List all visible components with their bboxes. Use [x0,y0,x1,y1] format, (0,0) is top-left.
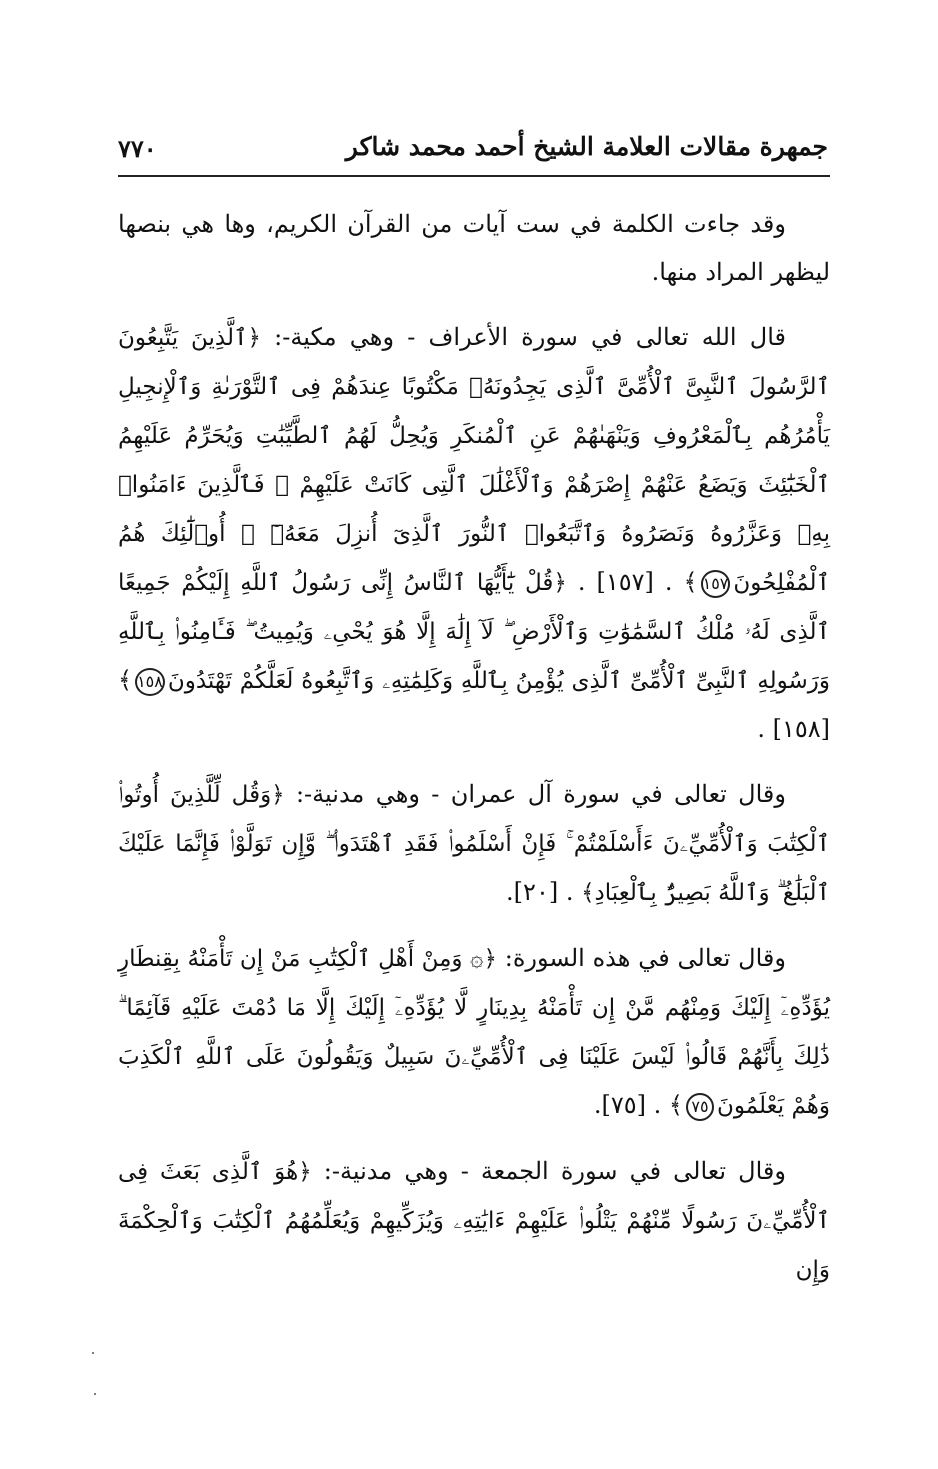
quran-verse-araf-158: ﴿قُلْ يَٰٓأَيُّهَا ٱلنَّاسُ إِنِّى رَسُولُ ٱللَّهِ إِلَيْكُمْ جَمِيعًا ٱلَّذِى لَهُۥ مُلْكُ ٱلسَّمَٰوَٰتِ وَٱلْأَرْضِ ۖ لَآ إِلَٰهَ إِلَّا هُوَ يُحْىِۦ وَيُمِيتُ ۖ فَـَٔامِنُوا۟ بِٱللَّهِ وَرَسُولِهِ ٱلنَّبِىِّ ٱلْأُمِّىِّ ٱلَّذِى يُؤْمِنُ بِٱللَّهِ وَكَلِمَٰتِهِۦ وَٱتَّبِعُوهُ لَعَلَّكُمْ تَهْتَدُونَ [118,570,830,694]
paragraph-lead: وقال تعالى في هذه السورة: [496,944,786,972]
paragraph-lead: وقال تعالى في سورة الجمعة - وهي مدنية-: [311,1157,786,1185]
page-number: ٧٧٠ [118,134,157,163]
scan-speck [94,1393,96,1395]
header-divider [118,175,830,177]
paragraph-lead: قال الله تعالى في سورة الأعراف - وهي مكية-: [260,323,787,351]
verse-reference: ﴾ . [٧٥]. [593,1091,683,1119]
verse-reference: ﴾ [١٥٨] . [118,666,830,743]
verse-reference: . [٢٠]. [506,878,582,906]
paragraph-al-imran [118,770,830,917]
quran-verse-jumuah-2: ﴿هُوَ ٱلَّذِى بَعَثَ فِى ٱلْأُمِّيِّۦنَ رَسُولًا مِّنْهُمْ يَتْلُوا۟ عَلَيْهِمْ ءَايَٰتِهِۦ وَيُزَكِّيهِمْ وَيُعَلِّمُهُمُ ٱلْكِتَٰبَ وَٱلْحِكْمَةَ وَإِن [118,1159,830,1283]
quran-verse-araf-157: ﴿ٱلَّذِينَ يَتَّبِعُونَ ٱلرَّسُولَ ٱلنَّبِىَّ ٱلْأُمِّىَّ ٱلَّذِى يَجِدُونَهُۥ مَكْتُوبًا عِندَهُمْ فِى ٱلتَّوْرَىٰةِ وَٱلْإِنجِيلِ يَأْمُرُهُم بِٱلْمَعْرُوفِ وَيَنْهَىٰهُمْ عَنِ ٱلْمُنكَرِ وَيُحِلُّ لَهُمُ ٱلطَّيِّبَٰتِ وَيُحَرِّمُ عَلَيْهِمُ ٱلْخَبَٰٓئِثَ وَيَضَعُ عَنْهُمْ إِصْرَهُمْ وَٱلْأَغْلَٰلَ ٱلَّتِى كَانَتْ عَلَيْهِمْ ۚ فَٱلَّذِينَ ءَامَنُوا۟ بِهِۦ وَعَزَّرُوهُ وَنَصَرُوهُ وَٱتَّبَعُوا۟ ٱلنُّورَ ٱلَّذِىٓ أُنزِلَ مَعَهُۥٓ ۙ أُو۟لَٰٓئِكَ هُمُ ٱلْمُفْلِحُونَ [118,325,831,596]
page-body [118,200,830,1311]
ayah-number-marker: ٧٥ [686,1093,714,1121]
paragraph-araf [118,313,830,753]
paragraph-jumuah [118,1147,830,1294]
paragraph-al-imran-75 [118,934,830,1130]
paragraph-lead: وقال تعالى في سورة آل عمران - وهي مدنية-: [284,780,786,808]
quran-verse-al-imran-75: ﴿۞ وَمِنْ أَهْلِ ٱلْكِتَٰبِ مَنْ إِن تَأْمَنْهُ بِقِنطَارٍ يُؤَدِّهِۦٓ إِلَيْكَ وَمِنْهُم مَّنْ إِن تَأْمَنْهُ بِدِينَارٍ لَّا يُؤَدِّهِۦٓ إِلَيْكَ إِلَّا مَا دُمْتَ عَلَيْهِ قَآئِمًا ۗ ذَٰلِكَ بِأَنَّهُمْ قَالُوا۟ لَيْسَ عَلَيْنَا فِى ٱلْأُمِّيِّۦنَ سَبِيلٌ وَيَقُولُونَ عَلَى ٱللَّهِ ٱلْكَذِبَ وَهُمْ يَعْلَمُونَ [118,946,830,1119]
verse-reference: ﴾ . [١٥٧] . [566,568,698,596]
quran-verse-al-imran-20: ﴿وَقُل لِّلَّذِينَ أُوتُوا۟ ٱلْكِتَٰبَ وَٱلْأُمِّيِّۦنَ ءَأَسْلَمْتُمْ ۚ فَإِنْ أَسْلَمُوا۟ فَقَدِ ٱهْتَدَوا۟ ۖ وَّإِن تَوَلَّوْا۟ فَإِنَّمَا عَلَيْكَ ٱلْبَلَٰغُ ۗ وَٱللَّهُ بَصِيرٌۢ بِٱلْعِبَادِ﴾ [118,782,830,906]
scan-speck [92,1352,94,1354]
running-title: جمهرة مقالات العلامة الشيخ أحمد محمد شاكر [345,132,828,161]
ayah-number-marker: ١٥٧ [701,570,731,598]
ayah-number-marker: ١٥٨ [135,668,165,696]
page-header [118,126,828,170]
paragraph-intro: وقد جاءت الكلمة في ست آيات من القرآن الكريم، وها هي بنصها ليظهر المراد منها. [118,210,830,286]
